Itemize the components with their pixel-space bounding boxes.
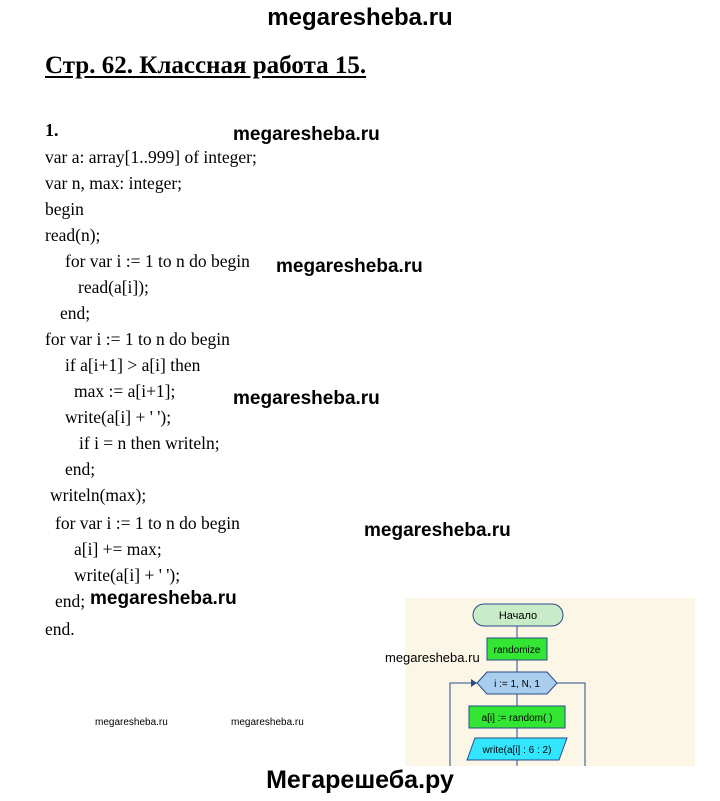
code-line: end;: [60, 303, 91, 323]
watermark-small: megaresheba.ru: [231, 717, 304, 728]
code-line: if i = n then writeln;: [79, 433, 220, 453]
watermark: megaresheba.ru: [276, 256, 423, 277]
code-line: for var i := 1 to n do begin: [45, 329, 230, 349]
code-line: writeln(max);: [50, 485, 147, 505]
randomize-label: randomize: [493, 645, 541, 656]
code-line: if a[i+1] > a[i] then: [65, 355, 201, 375]
watermark: megaresheba.ru: [364, 520, 511, 541]
code-line: var n, max: integer;: [45, 173, 183, 193]
start-label: Начало: [498, 610, 538, 622]
code-line: read(n);: [45, 225, 101, 245]
code-line: write(a[i] + ' ');: [74, 565, 181, 585]
code-line: end;: [65, 459, 96, 479]
watermark: megaresheba.ru: [233, 124, 380, 145]
code-line: end.: [45, 619, 75, 639]
code-line: end;: [55, 591, 86, 611]
loop-label: i := 1, N, 1: [494, 679, 540, 690]
watermark-mid: megaresheba.ru: [385, 650, 480, 665]
watermark-bottom: Мегарешеба.ру: [266, 766, 454, 794]
code-line: for var i := 1 to n do begin: [65, 251, 250, 271]
code-line: max := a[i+1];: [74, 381, 176, 401]
flowchart: [405, 598, 695, 766]
code-line: begin: [45, 199, 84, 219]
task-number: 1.: [45, 120, 59, 140]
code-line: for var i := 1 to n do begin: [55, 513, 240, 533]
output-label: write(a[i] : 6 : 2): [482, 745, 552, 756]
watermark: megaresheba.ru: [90, 588, 237, 609]
code-line: var a: array[1..999] of integer;: [45, 147, 257, 167]
page-heading: Стр. 62. Классная работа 15.: [45, 52, 367, 79]
watermark-small: megaresheba.ru: [95, 717, 168, 728]
code-line: a[i] += max;: [74, 539, 162, 559]
assign-label: a[i] := random( ): [481, 713, 553, 724]
code-line: write(a[i] + ' ');: [65, 407, 172, 427]
watermark-top: megaresheba.ru: [267, 4, 453, 31]
watermark: megaresheba.ru: [233, 388, 380, 409]
code-line: read(a[i]);: [78, 277, 149, 297]
